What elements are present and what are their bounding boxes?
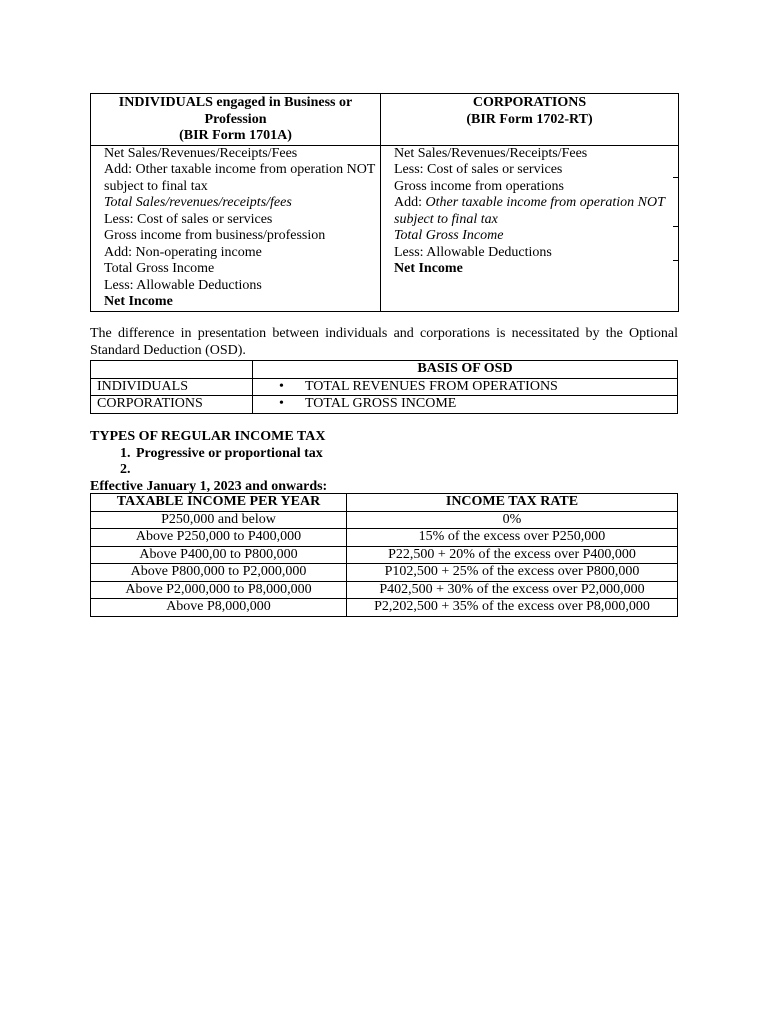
individuals-computation — [91, 145, 381, 311]
taxable-income-cell: Above P800,000 to P2,000,000 — [91, 564, 347, 582]
computation-line — [394, 228, 676, 245]
list-item: 1. Progressive or proportional tax — [134, 446, 678, 463]
computation-line — [104, 162, 378, 179]
computation-line — [104, 228, 378, 245]
line-text: subject to final tax — [394, 211, 498, 227]
line-text: Less: Allowable Deductions — [394, 244, 552, 260]
line-text: Add: Other taxable income from operation NOT — [104, 162, 376, 177]
taxable-income-cell: Above P2,000,000 to P8,000,000 — [91, 581, 347, 599]
taxable-income-cell: Above P8,000,000 — [91, 599, 347, 617]
computation-line — [104, 294, 378, 311]
computation-line — [104, 146, 378, 163]
taxable-income-cell: P250,000 and below — [91, 511, 347, 529]
osd-header: BASIS OF OSD — [253, 361, 678, 379]
line-text: Net Sales/Revenues/Receipts/Fees — [104, 145, 298, 161]
table-row — [91, 511, 678, 529]
corporations-header-form: (BIR Form 1702-RT) — [466, 111, 593, 127]
osd-header-blank — [91, 361, 253, 379]
line-text: Gross income from operations — [394, 178, 564, 194]
tax-rate-cell: P402,500 + 30% of the excess over P2,000,000 — [347, 581, 678, 599]
tax-rate-cell: 15% of the excess over P250,000 — [347, 529, 678, 547]
computation-line — [104, 195, 378, 212]
computation-line — [394, 162, 676, 179]
individuals-header-line: INDIVIDUALS engaged in Business or — [118, 95, 353, 110]
computation-line — [394, 146, 676, 163]
computation-line — [104, 278, 378, 295]
osd-value-cell — [253, 396, 678, 414]
computation-line — [104, 245, 378, 262]
computation-line — [394, 179, 676, 196]
line-text: Less: Allowable Deductions — [104, 277, 262, 293]
corporations-header-line: CORPORATIONS — [472, 95, 587, 110]
bullet-icon: • — [279, 378, 284, 394]
corporations-computation — [381, 145, 679, 311]
effective-date-label: Effective January 1, 2023 and onwards: — [90, 478, 328, 494]
osd-label: INDIVIDUALS — [91, 378, 253, 396]
line-text: Gross income from business/profession — [104, 228, 326, 243]
osd-explanation-paragraph — [90, 326, 678, 359]
income-tax-rate-table — [90, 493, 678, 617]
osd-value: TOTAL GROSS INCOME — [305, 396, 457, 411]
computation-line — [394, 261, 676, 278]
tax-rate-cell: P2,202,500 + 35% of the excess over P8,000,000 — [347, 599, 678, 617]
tax-rate-cell: P102,500 + 25% of the excess over P800,000 — [347, 564, 678, 582]
computation-line — [394, 195, 676, 212]
line-text: Net Income — [394, 261, 463, 276]
taxable-income-cell: Above P400,00 to P800,000 — [91, 546, 347, 564]
osd-value-cell — [253, 378, 678, 396]
line-text: Add: Non-operating income — [104, 244, 262, 260]
bullet-icon: • — [279, 396, 284, 411]
line-text: Total Sales/revenues/receipts/fees — [104, 195, 292, 210]
line-text: Total Gross Income — [394, 228, 504, 243]
income-tax-types-section — [90, 429, 678, 495]
line-text: Net Income — [104, 294, 173, 309]
table-row — [91, 581, 678, 599]
table-row — [91, 529, 678, 547]
comparison-table — [90, 93, 679, 312]
individuals-header-line: Profession — [204, 111, 267, 127]
line-text: Other taxable income from operation NOT — [425, 195, 665, 210]
table-row — [91, 599, 678, 617]
table-header-row — [91, 494, 678, 512]
margin-mark — [673, 177, 679, 178]
taxable-income-cell: Above P250,000 to P400,000 — [91, 529, 347, 547]
table-row — [91, 396, 678, 414]
section-heading: TYPES OF REGULAR INCOME TAX — [90, 429, 326, 444]
line-prefix: Add: — [394, 195, 426, 210]
computation-line — [104, 212, 378, 229]
computation-line — [394, 212, 676, 229]
individuals-header — [91, 94, 381, 146]
table-row — [91, 546, 678, 564]
tax-types-list — [90, 446, 678, 479]
line-text: Less: Cost of sales or services — [394, 162, 563, 177]
tax-rate-cell: P22,500 + 20% of the excess over P400,000 — [347, 546, 678, 564]
osd-basis-table — [90, 360, 678, 414]
osd-value: TOTAL REVENUES FROM OPERATIONS — [305, 378, 558, 394]
list-item — [134, 462, 678, 479]
column-header: TAXABLE INCOME PER YEAR — [91, 494, 347, 512]
column-header: INCOME TAX RATE — [347, 494, 678, 512]
computation-line — [104, 179, 378, 196]
osd-label: CORPORATIONS — [91, 396, 253, 414]
corporations-header — [381, 94, 679, 146]
line-text: subject to final tax — [104, 178, 208, 194]
margin-mark — [673, 226, 679, 227]
paragraph-period: . — [242, 342, 246, 358]
computation-line — [104, 261, 378, 278]
margin-mark — [673, 260, 679, 261]
tax-rate-cell: 0% — [347, 511, 678, 529]
line-text: Total Gross Income — [104, 261, 215, 276]
paragraph-text: The difference in presentation between individuals and corporations is necessitated by the Optional Standard Deduction (OSD) — [90, 326, 678, 358]
line-text: Less: Cost of sales or services — [104, 211, 273, 227]
line-text: Net Sales/Revenues/Receipts/Fees — [394, 145, 588, 161]
computation-line — [394, 245, 676, 262]
table-row — [91, 378, 678, 396]
individuals-header-form: (BIR Form 1701A) — [179, 128, 292, 143]
table-row — [91, 564, 678, 582]
